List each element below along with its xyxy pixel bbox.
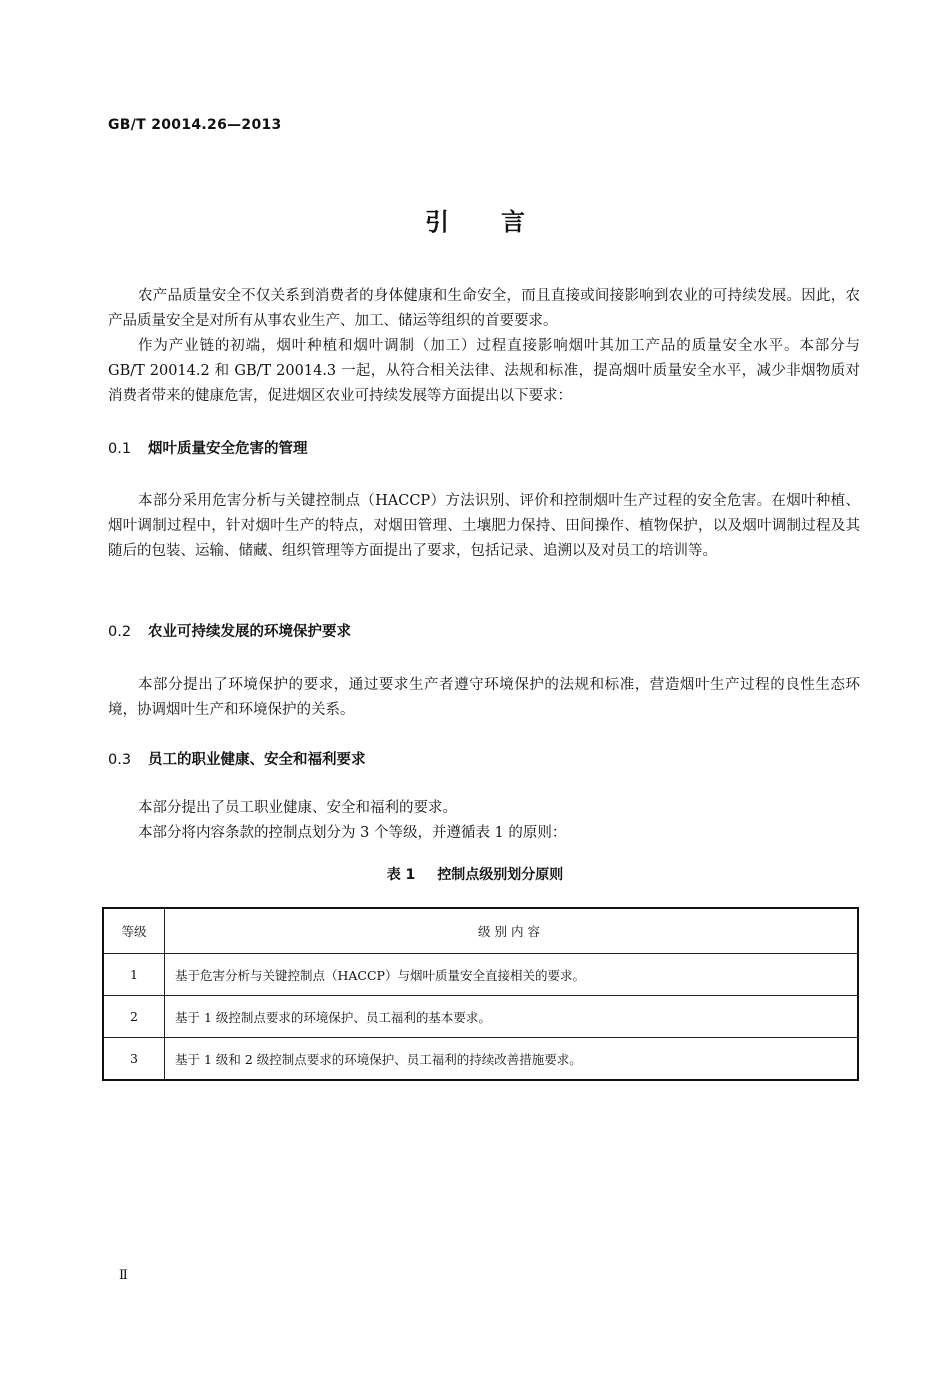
grade-cell: 3 [103, 1038, 165, 1081]
table-number: 表 1 [386, 867, 416, 883]
section-0-3-paragraph-2: 本部分将内容条款的控制点划分为 3 个等级，并遵循表 1 的原则： [138, 825, 567, 841]
table-header-row [103, 908, 858, 954]
section-heading-0-3 [108, 748, 366, 769]
table-row [103, 1038, 858, 1081]
standard-number: GB/T 20014.26—2013 [108, 117, 282, 133]
section-title: 员工的职业健康、安全和福利要求 [148, 752, 366, 768]
page-number: Ⅱ [119, 1268, 128, 1283]
section-heading-0-2 [108, 620, 351, 641]
section-title: 农业可持续发展的环境保护要求 [148, 624, 351, 640]
content-cell: 基于 1 级和 2 级控制点要求的环境保护、员工福利的持续改善措施要求。 [165, 1038, 859, 1081]
table-caption [0, 864, 950, 884]
intro-paragraph-2: 作为产业链的初端，烟叶种植和烟叶调制（加工）过程直接影响烟叶其加工产品的质量安全水平。本部分与 GB/T 20014.2 和 GB/T 20014.3 一起，从符合相关法律、法规和标准，提高烟叶质量安全水平，减少非烟物质对消费者带来的健康危害，促进烟区农业可持续发展等方面提出以下要求： [108, 338, 860, 404]
page-title: 引言 [425, 208, 577, 236]
content-cell: 基于 1 级控制点要求的环境保护、员工福利的基本要求。 [165, 996, 859, 1038]
header-content: 级别内容 [165, 908, 859, 954]
header-grade: 等级 [103, 908, 165, 954]
section-number: 0.3 [108, 752, 132, 768]
table-row [103, 996, 858, 1038]
section-0-1-paragraph: 本部分采用危害分析与关键控制点（HACCP）方法识别、评价和控制烟叶生产过程的安全危害。在烟叶种植、烟叶调制过程中，针对烟叶生产的特点，对烟田管理、土壤肥力保持、田间操作、植物保护，以及烟叶调制过程及其随后的包装、运输、储藏、组织管理等方面提出了要求，包括记录、追溯以及对员工的培训等。 [108, 493, 860, 559]
content-cell: 基于危害分析与关键控制点（HACCP）与烟叶质量安全直接相关的要求。 [165, 954, 859, 996]
section-number: 0.2 [108, 624, 132, 640]
section-number: 0.1 [108, 441, 132, 457]
section-0-2-paragraph: 本部分提出了环境保护的要求，通过要求生产者遵守环境保护的法规和标准，营造烟叶生产过程的良性生态环境，协调烟叶生产和环境保护的关系。 [108, 677, 860, 718]
intro-paragraph-1: 农产品质量安全不仅关系到消费者的身体健康和生命安全，而且直接或间接影响到农业的可持续发展。因此，农产品质量安全是对所有从事农业生产、加工、储运等组织的首要要求。 [108, 288, 860, 329]
section-0-3-paragraph-1: 本部分提出了员工职业健康、安全和福利的要求。 [138, 800, 457, 816]
control-level-table [102, 907, 859, 1081]
grade-cell: 1 [103, 954, 165, 996]
table-row [103, 954, 858, 996]
grade-cell: 2 [103, 996, 165, 1038]
section-title: 烟叶质量安全危害的管理 [148, 441, 308, 457]
table-caption-text: 控制点级别划分原则 [437, 867, 564, 883]
section-heading-0-1 [108, 437, 308, 458]
